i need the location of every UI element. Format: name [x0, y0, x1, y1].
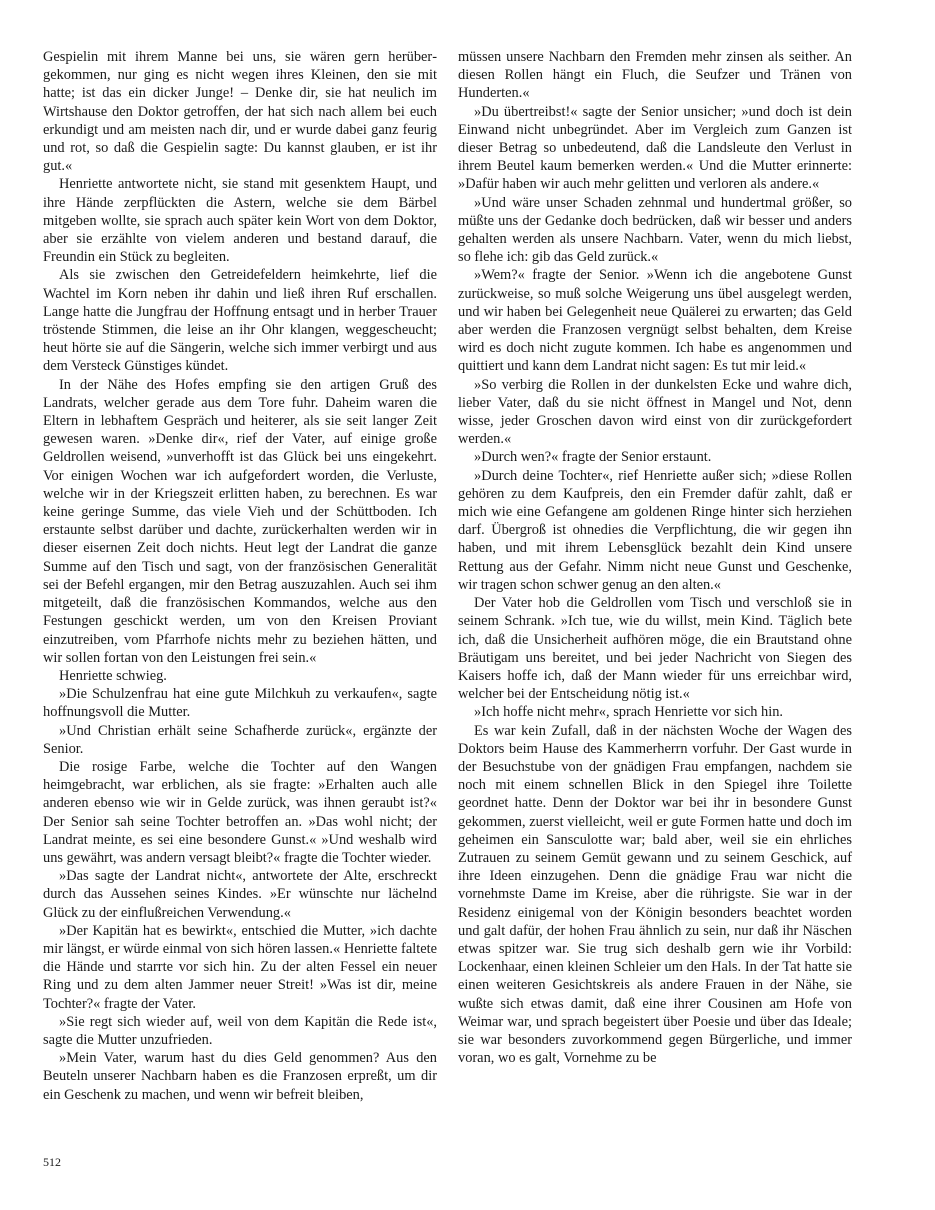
paragraph: Als sie zwischen den Getreidefeldern heimkehrte, lief die Wachtel im Korn neben ihr dahin und ließ ihren Ruf erschallen. Lange hatte die Jungfrau der Hoffnung entsagt und in herber Trauer tröstende Stimmen, die leise an ihr Ohr klangen, weggescheucht; heut hörte sie auf die Sängerin, welche sich immer verbirgt und aus dem Versteck Günstiges kündet.: [43, 267, 437, 375]
paragraph: »Durch deine Tochter«, rief Henriette außer sich; »diese Rollen gehören zu dem Kaufpreis, den ein Fremder dafür zahlt, daß er mich wie eine Gefangene am goldenen Ringe hinter sich herziehen darf. Übergroß ist ohnedies die Verpflichtung, die wir gegen ihn haben, und mit ihrem Lebensglück bezahlt dein Kind unsere Rettung aus der Gefahr. Nimm nicht neue Gunst und Geschenke, wir tragen schon schwer genug an den alten.«: [458, 467, 852, 593]
paragraph: Henriette antwortete nicht, sie stand mit gesenktem Haupt, und ihre Hände zerpflückten die Astern, welche sie dem Bärbel mitgeben wollte, sie sprach auch später kein Wort von dem Doktor, aber sie erzählte von vielem anderen und bestand darauf, die Freundin ein Stück zu begleiten.: [43, 176, 437, 266]
paragraph: »Mein Vater, warum hast du dies Geld genommen? Aus den Beuteln unserer Nachbarn haben es die Franzosen erpreßt, um dir ein Geschenk zu machen, und wenn wir befreit bleiben,: [43, 1050, 437, 1103]
paragraph: »Wem?« fragte der Senior. »Wenn ich die angebotene Gunst zurückweise, so muß solche Weigerung uns übel ausgelegt werden, und wir haben bei Gelegenheit neue Quälerei zu erwarten; das Geld aber werden die Franzosen vergnügt selbst behalten, dem Kreise wird es doch nicht zugute kommen. Ich habe es angenommen und quittiert und kann dem Landrat nicht sagen: Es tut mir leid.«: [458, 267, 852, 375]
paragraph: »Das sagte der Landrat nicht«, antwortete der Alte, erschreckt durch das Aussehen seines Kindes. »Er wünschte nur lächelnd Glück zu der einflußreichen Verwendung.«: [43, 868, 437, 921]
paragraph: »Du übertreibst!« sagte der Senior unsicher; »und doch ist dein Einwand nicht unbegründet. Aber im Vergleich zum Ganzen ist dieser Betrag so unbedeutend, daß die Landsleute den Verlust in ihrem Beutel kaum bemerken werden.« Und die Mutter erinnerte: »Dafür haben wir auch mehr gelitten und verloren als andere.«: [458, 103, 852, 193]
paragraph: müssen unsere Nachbarn den Fremden mehr zinsen als seither. An diesen Rollen hängt ein Fluch, die Seufzer und Tränen von Hunderten.«: [458, 49, 852, 102]
paragraph: Henriette schwieg.: [59, 667, 167, 684]
paragraph: Gespielin mit ihrem Manne bei uns, sie wären gern herübergekommen, nur ging es nicht wegen ihres Kleinen, den sie mit hatte; ist das ein dicker Junge! – Denke dir, sie hat neulich im Wirtshause den Doktor getroffen, der hat sich nach allem bei euch erkundigt und am meisten nach dir, und er wurde dabei ganz feurig und rot, so daß die Gespielin sagte: Du kannst glauben, er ist ihr gut.«: [43, 49, 437, 175]
paragraph: »Ich hoffe nicht mehr«, sprach Henriette vor sich hin.: [474, 704, 784, 721]
paragraph: »Und Christian erhält seine Schafherde zurück«, ergänzte der Senior.: [43, 722, 437, 757]
paragraph: »So verbirg die Rollen in der dunkelsten Ecke und wahre dich, lieber Vater, daß du sie nicht öffnest in Mangel und Not, denn wisse, jeder Groschen davon wird einst von dir zurückgefordert werden.«: [458, 376, 852, 448]
paragraph: Der Vater hob die Geldrollen vom Tisch und verschloß sie in seinem Schrank. »Ich tue, wie du willst, mein Kind. Täglich bete ich, daß die Unsicherheit aufhören möge, die ein Brautstand ohne Bräutigam uns bereitet, und bei jeder Nachricht von Siegen des Kaisers hoffe ich, daß der Mann wieder für uns erreichbar wird, welcher bei der Entscheidung nötig ist.«: [458, 595, 852, 703]
paragraph: »Sie regt sich wieder auf, weil von dem Kapitän die Rede ist«, sagte die Mutter unzufrieden.: [43, 1013, 437, 1048]
left-text-column: [43, 48, 437, 1104]
right-text-column: [458, 48, 852, 1067]
paragraph: »Der Kapitän hat es bewirkt«, entschied die Mutter, »ich dachte mir längst, er würde einmal von sich hören lassen.« Henriette faltete die Hände und starrte vor sich hin. Zu der alten Fessel ein neuer Ring und zu dem alten Jammer neuer Streit! »Was ist dir, meine Tochter?« fragte der Vater.: [43, 922, 437, 1012]
paragraph: »Durch wen?« fragte der Senior erstaunt.: [474, 449, 712, 466]
page-number: 512: [43, 1155, 61, 1169]
paragraph: Die rosige Farbe, welche die Tochter auf den Wangen heimgebracht, war erblichen, als sie fragte: »Erhalten auch alle anderen ebenso wie wir in Gelde zurück, was ihnen geraubt ist?« Der Senior sah seine Tochter betroffen an. »Das wohl nicht; der Landrat meinte, es sei eine besondere Gunst.« »Und weshalb wird uns gewährt, was andern versagt bleibt?« fragte die Tochter wieder.: [43, 758, 437, 866]
paragraph: In der Nähe des Hofes empfing sie den artigen Gruß des Landrats, welcher gerade aus dem Tore fuhr. Daheim waren die Eltern in lebhaftem Gespräch und heiterer, als sie seit langer Zeit gewesen waren. »Denke dir«, rief der Vater, auf einige große Geldrollen weisend, »unverhofft ist das Glück bei uns eingekehrt. Vor einigen Wochen war ich aufgefordert worden, die Verluste, welche wir in der Kriegszeit erlitten haben, zu berechnen. Es war keine geringe Summe, das viele Vieh und der Schüttboden. Ich erstaunte selbst darüber und dachte, zurückerhalten werden wir in dieser eisernen Zeit doch nichts. Heut legt der Landrat die ganze Summe auf den Tisch und sagt, von der französischen Generalität sei der Befehl ergangen, mir den Betrag auszuzahlen. Auch sei ihm mitgeteilt, daß die französischen Kommandos, welche aus den Festungen geschickt werden, um von den Kreisen Proviant einzutreiben, vom Pfarrhofe nichts mehr zu beziehen hätten, und wir sollen fortan von den Leistungen frei sein.«: [43, 376, 437, 666]
paragraph: »Und wäre unser Schaden zehnmal und hundertmal größer, so müßte uns der Gedanke doch bedrücken, daß wir besser und anders gehalten werden als unsere Nachbarn. Vater, wenn du mich liebst, so flehe ich: gib das Geld zurück.«: [458, 194, 852, 266]
paragraph: Es war kein Zufall, daß in der nächsten Woche der Wagen des Doktors beim Hause des Kammerherrn vorfuhr. Der Gast wurde in der Besuchstube von der gnädigen Frau empfangen, nachdem sie noch mit einem schnellen Blick in den Spiegel ihre Toilette geordnet hatte. Denn der Doktor war bei ihr in besondere Gunst gekommen, zuerst vielleicht, weil er gute Formen hatte und doch im geheimen ein Sansculotte war; bald aber, weil sie ein ehrliches Zutrauen zu seinem Gemüt gewann und zu seinem Geschick, auf ihre Ideen einzugehen. Denn die gnädige Frau war nicht die vornehmste Dame im Kreise, aber die rührigste. Sie war in der Residenz einigemal von der Königin besonders beachtet worden und galt dafür, der hohen Frau ähnlich zu sein, nur daß ihr Näschen etwas spitzer war. Sie trug sich deshalb gern wie ihr Vorbild: Lockenhaar, einen kleinen Schleier um den Hals. In der Tat hatte sie einen weiteren Gesichtskreis als andere Frauen in der Nähe, sie wußte sich etwas damit, daß eine ihrer Cousinen am Hofe von Weimar war, und sprach begeistert über Poesie und über das Ideale; sie war besonders zuvorkommend gegen Bürgerliche, und immer voran, wo es galt, Vornehme zu be: [458, 722, 852, 1067]
paragraph: »Die Schulzenfrau hat eine gute Milchkuh zu verkaufen«, sagte hoffnungsvoll die Mutter.: [43, 686, 437, 721]
